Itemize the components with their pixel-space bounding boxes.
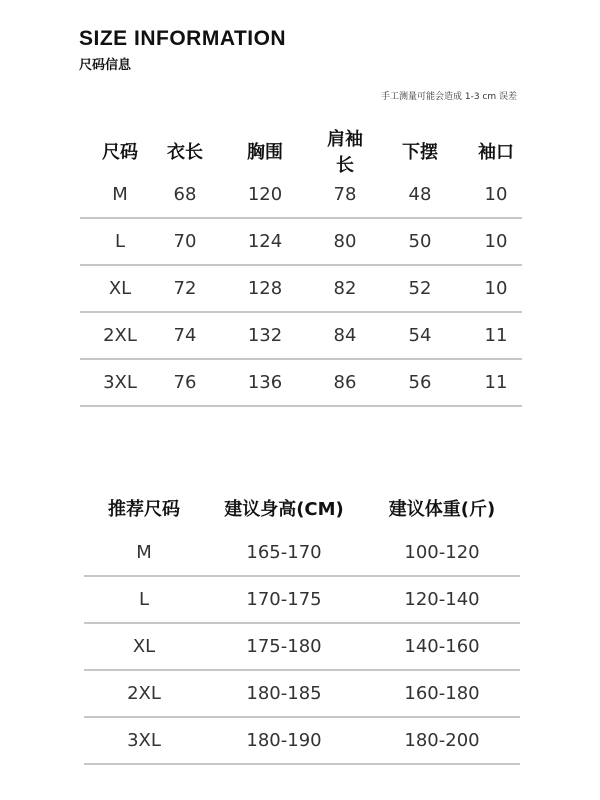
- cell-length: 74: [173, 325, 197, 346]
- cell-size: L: [138, 589, 150, 610]
- cell-size: XL: [132, 636, 156, 657]
- recommend-table: [84, 485, 520, 765]
- cell-size: 2XL: [103, 325, 137, 346]
- header-cell: 胸围: [247, 142, 283, 163]
- measurement-note: 手工测量可能会造成 1-3 cm 误差: [381, 92, 517, 102]
- header-cell: 建议身高(CM): [224, 498, 344, 520]
- cell-size: L: [114, 231, 126, 252]
- cell-weight: 160-180: [404, 683, 480, 704]
- cell-weight: 140-160: [404, 636, 480, 657]
- cell-shoulder-sleeve: 82: [333, 278, 357, 299]
- cell-height: 165-170: [246, 542, 322, 563]
- size-table-header: [80, 129, 522, 176]
- cell-size: 2XL: [127, 683, 161, 704]
- table-row: [80, 266, 522, 313]
- header-cell: 衣长: [167, 142, 203, 163]
- cell-chest: 132: [247, 325, 283, 346]
- table-row: [80, 219, 522, 266]
- header-cell: 肩袖长: [327, 129, 363, 176]
- cell-cuff: 11: [484, 372, 508, 393]
- cell-height: 180-190: [246, 730, 322, 751]
- cell-weight: 180-200: [404, 730, 480, 751]
- table-row: [80, 360, 522, 407]
- cell-length: 72: [173, 278, 197, 299]
- cell-cuff: 10: [484, 184, 508, 205]
- cell-size: 3XL: [103, 372, 137, 393]
- cell-height: 175-180: [246, 636, 322, 657]
- cell-height: 170-175: [246, 589, 322, 610]
- cell-chest: 128: [247, 278, 283, 299]
- page-subtitle: 尺码信息: [79, 58, 132, 73]
- cell-chest: 136: [247, 372, 283, 393]
- table-row: [84, 577, 520, 624]
- cell-size: M: [112, 184, 128, 205]
- cell-length: 68: [173, 184, 197, 205]
- table-row: [84, 718, 520, 765]
- cell-hem: 52: [408, 278, 432, 299]
- cell-length: 70: [173, 231, 197, 252]
- header-cell: 下摆: [402, 142, 438, 163]
- cell-shoulder-sleeve: 78: [333, 184, 357, 205]
- cell-cuff: 10: [484, 231, 508, 252]
- cell-size: XL: [108, 278, 132, 299]
- cell-shoulder-sleeve: 80: [333, 231, 357, 252]
- size-table: [80, 130, 522, 407]
- header-cell: 尺码: [102, 142, 138, 163]
- table-row: [80, 172, 522, 219]
- table-row: [84, 671, 520, 718]
- page-title: SIZE INFORMATION: [79, 27, 287, 50]
- cell-hem: 50: [408, 231, 432, 252]
- cell-weight: 120-140: [404, 589, 480, 610]
- cell-hem: 54: [408, 325, 432, 346]
- cell-chest: 124: [247, 231, 283, 252]
- header-cell: 建议体重(斤): [388, 498, 496, 520]
- cell-hem: 56: [408, 372, 432, 393]
- cell-shoulder-sleeve: 86: [333, 372, 357, 393]
- cell-hem: 48: [408, 184, 432, 205]
- recommend-table-header: [84, 485, 520, 530]
- cell-cuff: 10: [484, 278, 508, 299]
- table-row: [84, 530, 520, 577]
- cell-cuff: 11: [484, 325, 508, 346]
- header-cell: 袖口: [478, 142, 514, 163]
- cell-weight: 100-120: [404, 542, 480, 563]
- cell-length: 76: [173, 372, 197, 393]
- cell-chest: 120: [247, 184, 283, 205]
- header-cell: 推荐尺码: [108, 498, 180, 520]
- table-row: [84, 624, 520, 671]
- cell-shoulder-sleeve: 84: [333, 325, 357, 346]
- cell-height: 180-185: [246, 683, 322, 704]
- table-row: [80, 313, 522, 360]
- cell-size: 3XL: [127, 730, 161, 751]
- cell-size: M: [136, 542, 152, 563]
